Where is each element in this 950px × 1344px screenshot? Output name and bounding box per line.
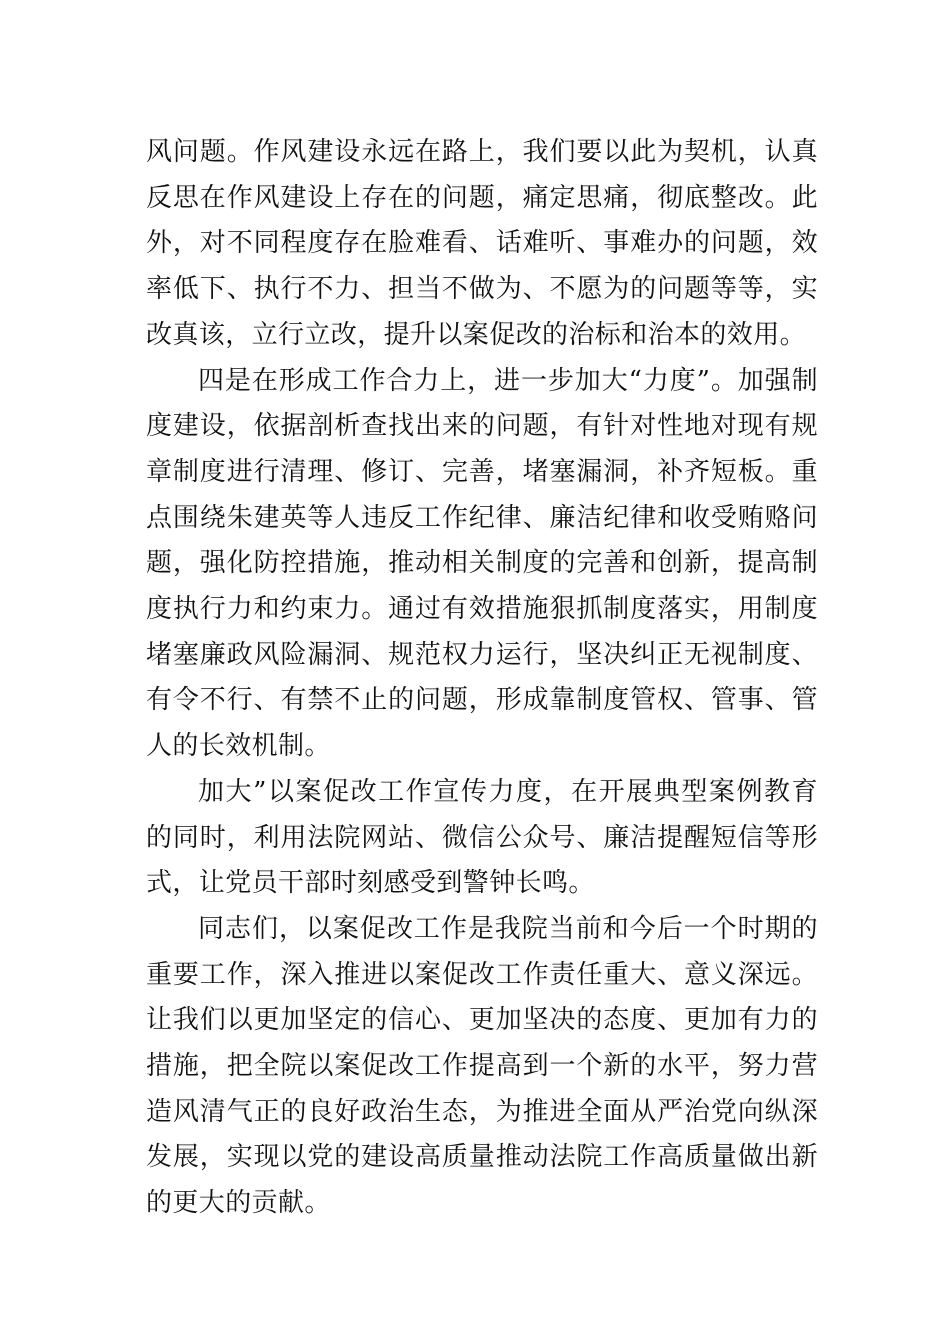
paragraph-point-four: 四是在形成工作合力上，进一步加大“力度”。加强制度建设，依据剖析查找出来的问题，有针对性地对现有规章制度进行清理、修订、完善，堵塞漏洞，补齐短板。重点围绕朱建英等人违反工作纪律、廉洁纪律和收受贿赂问题，强化防控措施，推动相关制度的完善和创新，提高制度执行力和约束力。通过有效措施狠抓制度落实，用制度堵塞廉政风险漏洞、规范权力运行，坚决纠正无视制度、有令不行、有禁不止的问题，形成靠制度管权、管事、管人的长效机制。 bbox=[146, 365, 818, 762]
paragraph-continuation: 风问题。作风建设永远在路上，我们要以此为契机，认真反思在作风建设上存在的问题，痛定思痛，彻底整改。此外，对不同程度存在脸难看、话难听、事难办的问题，效率低下、执行不力、担当不做为、不愿为的问题等等，实改真该，立行立改，提升以案促改的治标和治本的效用。 bbox=[146, 137, 818, 350]
paragraph-closing: 同志们，以案促改工作是我院当前和今后一个时期的重要工作，深入推进以案促改工作责任重大、意义深远。让我们以更加坚定的信心、更加坚决的态度、更加有力的措施，把全院以案促改工作提高到一个新的水平，努力营造风清气正的良好政治生态，为推进全面从严治党向纵深发展，实现以党的建设高质量推动法院工作高质量做出新的更大的贡献。 bbox=[146, 913, 818, 1219]
paragraph-publicity: 加大”以案促改工作宣传力度，在开展典型案例教育的同时，利用法院网站、微信公众号、廉洁提醒短信等形式，让党员干部时刻感受到警钟长鸣。 bbox=[146, 776, 818, 899]
document-body bbox=[146, 130, 818, 1227]
